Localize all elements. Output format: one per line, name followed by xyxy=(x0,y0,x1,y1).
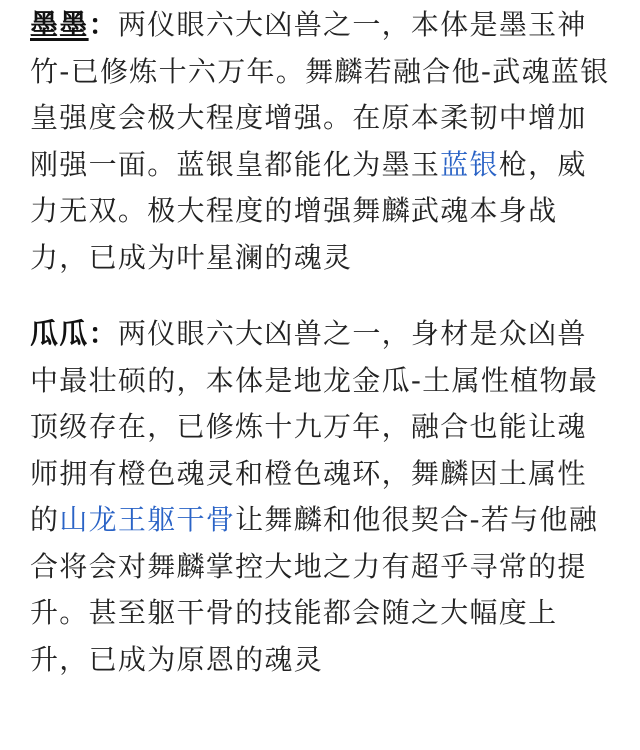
link-lanyin[interactable]: 蓝银 xyxy=(440,147,499,181)
entry-momo xyxy=(30,2,614,281)
entry-term-guagua: 瓜瓜 xyxy=(30,317,89,350)
entry-guagua xyxy=(30,311,614,683)
entry-text: 两仪眼六大凶兽之一，身材是众凶兽中最壮硕的，本体是地龙金瓜-土属性植物最顶级存在，已修炼十九万年，融合也能让魂师拥有橙色魂灵和橙色魂环，舞麟因土属性的 xyxy=(30,317,599,536)
entry-text: 枪，威力无双。极大程度的增强舞麟武魂本身战力，已成为叶星澜的魂灵 xyxy=(30,147,587,274)
entry-text: 两仪眼六大凶兽之一，本体是墨玉神竹-已修炼十六万年。舞麟若融合他-武魂蓝银皇强度会极大程度增强。在原本柔韧中增加刚强一面。蓝银皇都能化为墨玉 xyxy=(30,8,610,181)
entry-term-momo: 墨墨 xyxy=(30,8,89,41)
entry-text: 让舞麟和他很契合-若与他融合将会对舞麟掌控大地之力有超乎寻常的提升。甚至躯干骨的技能都会随之大幅度上升，已成为原恩的魂灵 xyxy=(30,503,599,676)
link-shanlongwang-quganggu[interactable]: 山龙王躯干骨 xyxy=(59,503,236,536)
term-colon: ： xyxy=(88,317,118,350)
term-colon: ： xyxy=(88,8,118,41)
